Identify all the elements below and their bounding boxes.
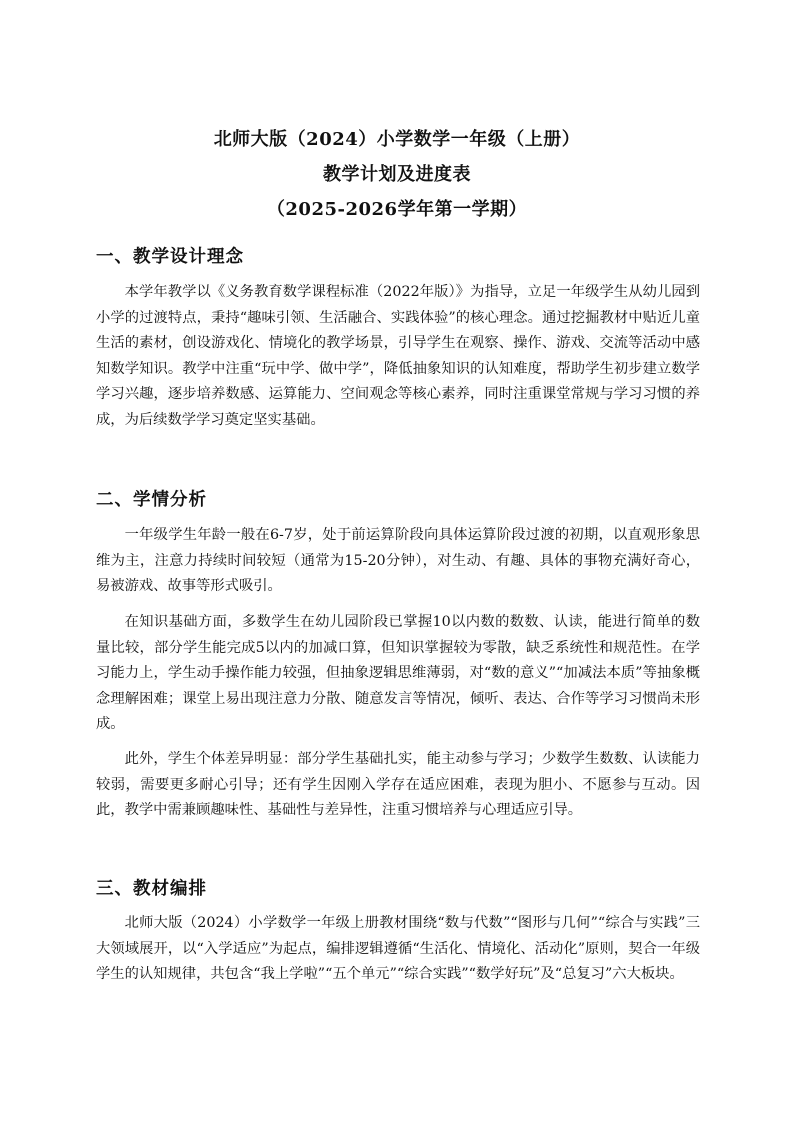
paragraph: 此外，学生个体差异明显：部分学生基础扎实，能主动参与学习；少数学生数数、认读能力较弱，需要更多耐心引导；还有学生因刚入学存在适应困难，表现为胆小、不愿参与互动。因此，教学中需兼顾趣味性、基础性与差异性，注重习惯培养与心理适应引导。 xyxy=(96,751,700,819)
document-subtitle: 教学计划及进度表 xyxy=(323,164,471,185)
paragraph: 北师大版（2024）小学数学一年级上册教材围绕“数与代数”“图形与几何”“综合与实践”三大领域展开，以“入学适应”为起点，编排逻辑遵循“生活化、情境化、活动化”原则，契合一年级学生的认知规律，共包含“我上学啦”“五个单元”“综合实践”“数学好玩”及“总复习”六大板块。 xyxy=(96,915,700,983)
paragraph: 本学年教学以《义务教育数学课程标准（2022年版）》为指导，立足一年级学生从幼儿园到小学的过渡特点，秉持“趣味引领、生活融合、实践体验”的核心理念。通过挖掘教材中贴近儿童生活的素材，创设游戏化、情境化的教学场景，引导学生在观察、操作、游戏、交流等活动中感知数学知识。教学中注重“玩中学、做中学”，降低抽象知识的认知难度，帮助学生初步建立数学学习兴趣，逐步培养数感、运算能力、空间观念等核心素养，同时注重课堂常规与学习习惯的养成，为后续数学学习奠定坚实基础。 xyxy=(96,284,700,428)
section-heading-student-analysis: 二、学情分析 xyxy=(96,490,207,510)
paragraph: 一年级学生年龄一般在6-7岁，处于前运算阶段向具体运算阶段过渡的初期，以直观形象思维为主，注意力持续时间较短（通常为15-20分钟），对生动、有趣、具体的事物充满好奇心，易被游戏、故事等形式吸引。 xyxy=(96,527,700,595)
paragraph: 在知识基础方面，多数学生在幼儿园阶段已掌握10以内数的数数、认读，能进行简单的数量比较，部分学生能完成5以内的加减口算，但知识掌握较为零散，缺乏系统性和规范性。在学习能力上，学生动手操作能力较强，但抽象逻辑思维薄弱，对“数的意义”“加减法本质”等抽象概念理解困难；课堂上易出现注意力分散、随意发言等情况，倾听、表达、合作等学习习惯尚未形成。 xyxy=(96,614,700,733)
document-term: （2025-2026学年第一学期） xyxy=(266,199,528,220)
section-heading-textbook-layout: 三、教材编排 xyxy=(96,879,207,899)
section-heading-design-concept: 一、教学设计理念 xyxy=(96,247,244,267)
document-title: 北师大版（2024）小学数学一年级（上册） xyxy=(213,129,581,150)
